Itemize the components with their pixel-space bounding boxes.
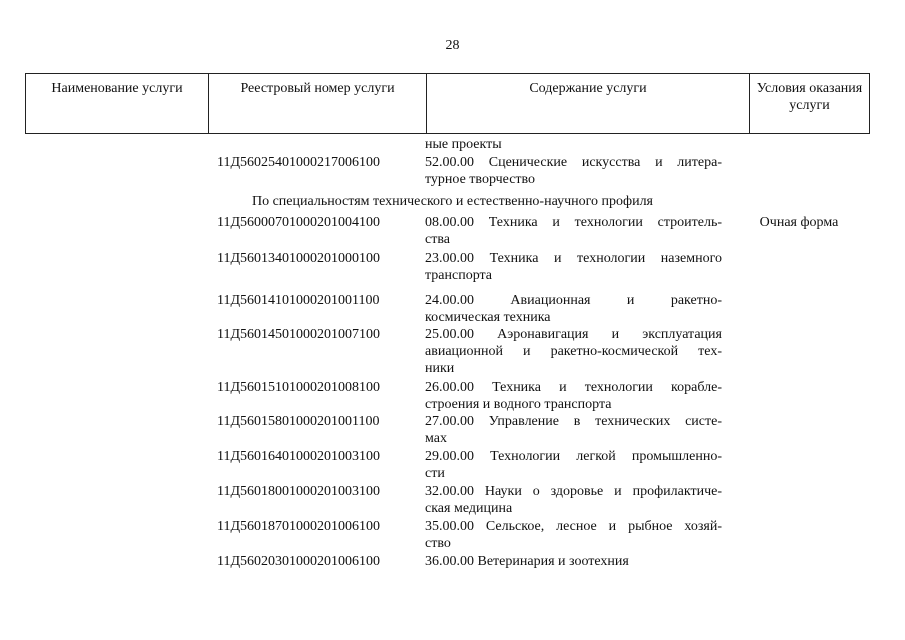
header-conditions-line1: Условия оказания [756, 81, 863, 96]
registry-code: 11Д56014501000201007100 [217, 327, 381, 342]
content-line: ства [425, 232, 450, 247]
service-content [425, 413, 722, 447]
header-registry-number: Реестровый номер услуги [209, 74, 427, 133]
registry-code: 11Д56015801000201001100 [217, 414, 380, 429]
content-line: 23.00.00 Техника и технологии наземного [425, 251, 722, 266]
header-service-name: Наименование услуги [26, 74, 209, 133]
service-content [425, 379, 722, 413]
continuation-text: ные проекты [425, 137, 502, 152]
service-content [425, 326, 722, 377]
content-line: авиационной и ракетно-космической тех- [425, 344, 722, 359]
registry-code: 11Д56018001000201003100 [217, 484, 381, 499]
service-content [425, 292, 722, 326]
content-line: сти [425, 466, 445, 481]
service-content [425, 214, 722, 248]
content-line: ская медицина [425, 501, 513, 516]
content-line: мах [425, 431, 447, 446]
service-content [425, 553, 722, 570]
content-line: 52.00.00 Сценические искусства и литера- [425, 155, 722, 170]
registry-code: 11Д56013401000201000100 [217, 251, 381, 266]
service-content [425, 518, 722, 552]
content-line: строения и водного транспорта [425, 397, 612, 412]
header-conditions-line2: услуги [789, 98, 830, 113]
registry-code: 11Д56018701000201006100 [217, 519, 381, 534]
service-content [425, 250, 722, 284]
content-line: 24.00.00 Авиационная и ракетно- [425, 293, 722, 308]
content-line: 36.00.00 Ветеринария и зоотехния [425, 554, 629, 569]
service-content [425, 483, 722, 517]
content-line: космическая техника [425, 310, 551, 325]
content-line: транспорта [425, 268, 493, 283]
registry-code: 11Д56025401000217006100 [217, 155, 381, 170]
table-header [25, 73, 870, 134]
section-title: По специальностям технического и естественно-научного профиля [251, 194, 654, 209]
header-service-content: Содержание услуги [427, 74, 750, 133]
registry-code: 11Д56016401000201003100 [217, 449, 381, 464]
content-line: ники [425, 361, 455, 376]
registry-code: 11Д56015101000201008100 [217, 380, 381, 395]
content-line: 25.00.00 Аэронавигация и эксплуатация [425, 327, 722, 342]
service-content [425, 154, 722, 188]
registry-code: 11Д56000701000201004100 [217, 215, 381, 230]
registry-code: 11Д56020301000201006100 [217, 554, 381, 569]
service-condition: Очная форма [759, 215, 839, 230]
service-content [425, 448, 722, 482]
content-line: 29.00.00 Технологии легкой промышленно- [425, 449, 722, 464]
content-line: 26.00.00 Техника и технологии корабле- [425, 380, 722, 395]
content-line: турное творчество [425, 172, 536, 187]
content-line: ство [425, 536, 451, 551]
content-line: 08.00.00 Техника и технологии строитель- [425, 215, 722, 230]
header-service-conditions [750, 74, 869, 133]
content-line: 35.00.00 Сельское, лесное и рыбное хозяй- [425, 519, 722, 534]
content-line: 27.00.00 Управление в технических систе- [425, 414, 722, 429]
page-number: 28 [445, 38, 460, 53]
registry-code: 11Д56014101000201001100 [217, 293, 380, 308]
content-line: 32.00.00 Науки о здоровье и профилактиче- [425, 484, 722, 499]
